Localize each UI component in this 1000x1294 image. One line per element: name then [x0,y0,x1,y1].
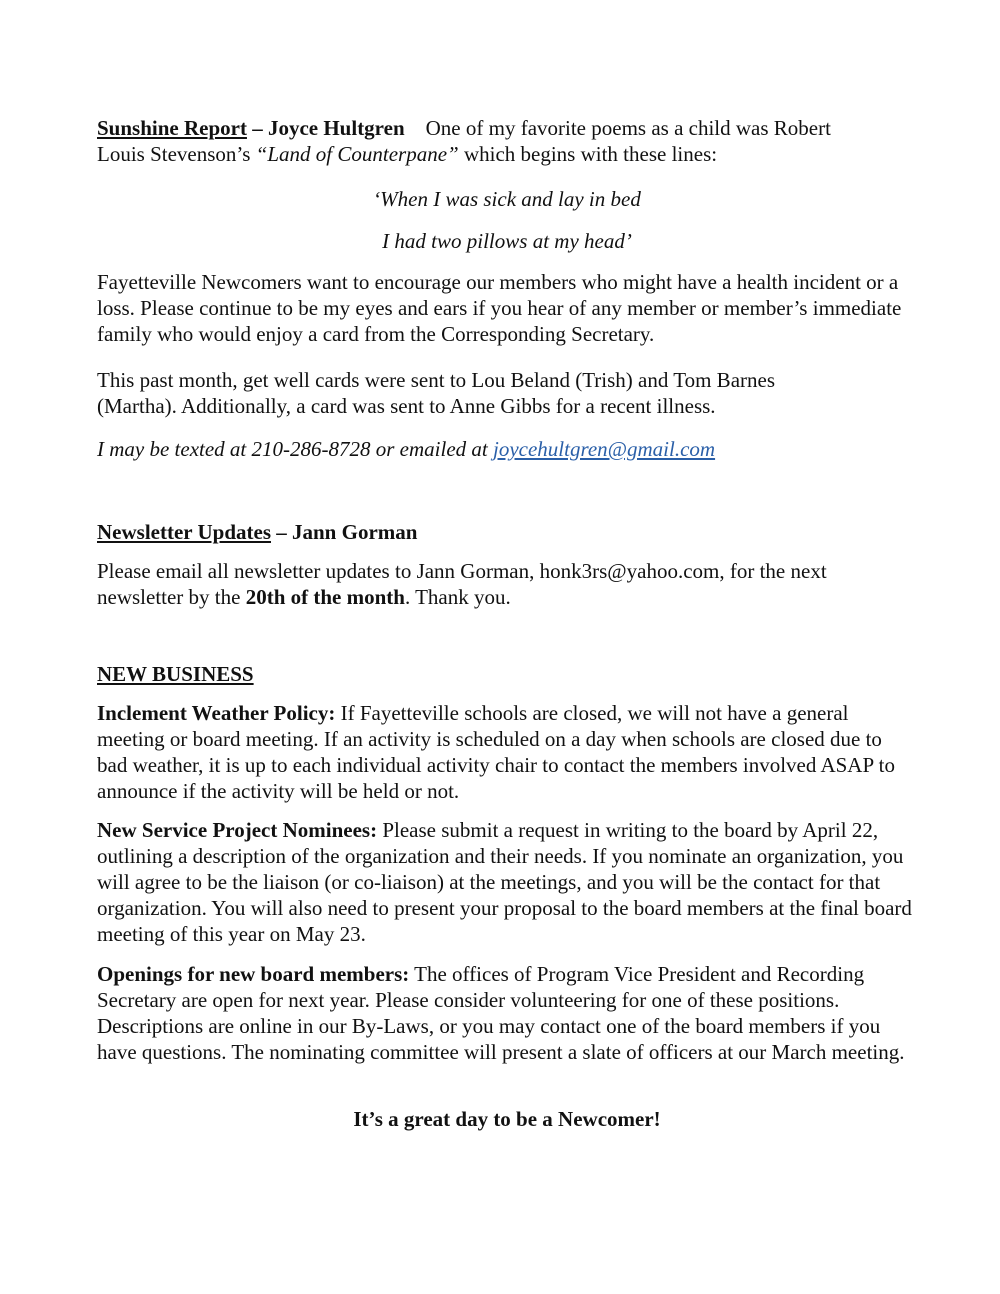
sunshine-intro-a: One of my favorite poems as a child was Robert [425,116,831,140]
poem-line-2: I had two pillows at my head’ [382,229,632,253]
newsletter-deadline: 20th of the month [245,585,405,609]
sunshine-heading: Sunshine Report [97,116,247,140]
closing-line: It’s a great day to be a Newcomer! [353,1107,661,1131]
weather-policy-label: Inclement Weather Policy: [97,701,336,725]
sunshine-intro [97,115,917,167]
newsletter-body [97,558,912,610]
sunshine-contact [97,436,917,462]
new-business-heading: NEW BUSINESS [97,662,254,686]
poem-line-1: ‘When I was sick and lay in bed [373,187,641,211]
board-openings-label: Openings for new board members: [97,962,410,986]
sunshine-dash: – [246,116,268,140]
service-project-label: New Service Project Nominees: [97,818,378,842]
sunshine-intro-b: Louis Stevenson’s [97,142,251,166]
weather-policy-text: If Fayetteville schools are closed, we will not have a general meeting or board meeting. If an activity is scheduled on a day when schools are closed due to bad weather, it is up to each individual activity chair to contact the members involved ASAP to announce if the activity will be held or not. [97,701,895,803]
newsletter-heading: Newsletter Updates [97,520,271,544]
sunshine-paragraph-1: Fayetteville Newcomers want to encourage our members who might have a health incident or a loss. Please continue to be my eyes and ears if you hear of any member or member’s immediate family who would enjoy a card from the Corresponding Secretary. [97,270,902,346]
contact-email-link[interactable]: joycehultgren@gmail.com [493,437,716,461]
contact-text: I may be texted at 210-286-8728 or emailed at [97,437,493,461]
new-business-item-service-project [97,817,917,947]
newsletter-dash: – [271,520,292,544]
new-business-item-board-openings [97,961,915,1065]
board-openings-text: The offices of Program Vice President and Recording Secretary are open for next year. Please consider volunteering for one of these positions. Descriptions are online in our By-Laws, or you may contact one of the board members if you have questions. The nominating committee will present a slate of officers at our March meeting. [97,962,905,1064]
new-business-item-weather [97,700,912,804]
newsletter-author: Jann Gorman [292,520,418,544]
newsletter-heading-row [97,519,917,545]
poem-title: “Land of Counterpane” [255,142,459,166]
sunshine-intro-c: which begins with these lines: [463,142,718,166]
newsletter-body-b: . Thank you. [404,585,511,609]
sunshine-author: Joyce Hultgren [267,116,405,140]
service-project-text: Please submit a request in writing to the board by April 22, outlining a description of the organization and their needs. If you nominate an organization, you will agree to be the liaison (or co-liaison) at the meetings, and you will be the contact for that organization. You will also need to present your proposal to the board members at the final board meeting of this year on May 23. [97,818,912,946]
newsletter-body-a: Please email all newsletter updates to Jann Gorman, honk3rs@yahoo.com, for the next newsletter by the [97,559,827,609]
sunshine-paragraph-2: This past month, get well cards were sent to Lou Beland (Trish) and Tom Barnes (Martha). Additionally, a card was sent to Anne Gibbs for a recent illness. [97,368,775,418]
